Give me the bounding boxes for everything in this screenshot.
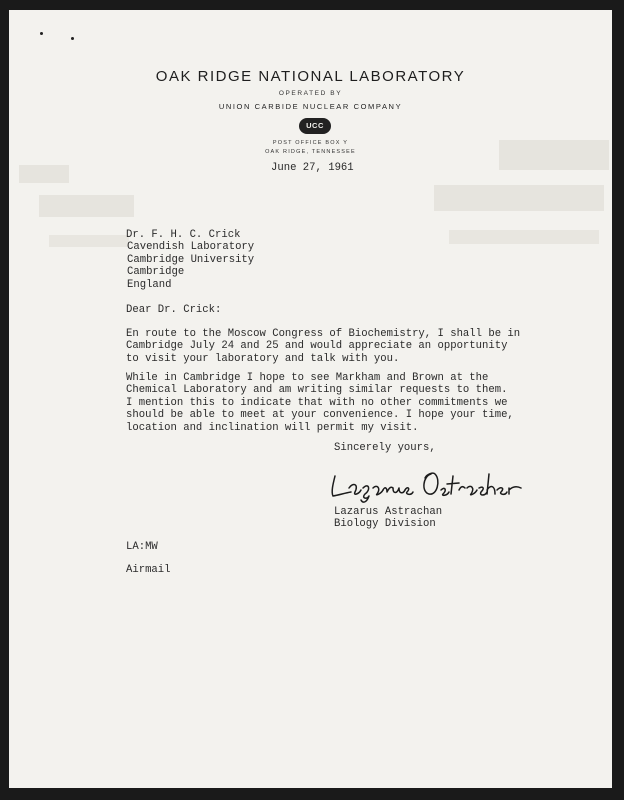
body-line: Chemical Laboratory and am writing similar requests to them. <box>126 384 508 397</box>
body-line: to visit your laboratory and talk with you. <box>126 352 400 365</box>
body-line: location and inclination will permit my visit. <box>126 421 419 434</box>
letterhead-city: OAK RIDGE, TENNESSEE <box>265 149 356 155</box>
body-paragraph-2 <box>126 372 514 434</box>
address-line: Cavendish Laboratory <box>127 241 255 254</box>
letter-date: June 27, 1961 <box>271 162 354 174</box>
address-line: Cambridge University <box>127 253 255 266</box>
handwritten-signature <box>327 466 527 506</box>
letterhead-organization: OAK RIDGE NATIONAL LABORATORY <box>155 68 466 85</box>
body-line: Cambridge July 24 and 25 and would appreciate an opportunity <box>126 340 508 353</box>
address-line: Dr. F. H. C. Crick <box>126 229 241 241</box>
closing: Sincerely yours, <box>334 442 436 454</box>
ink-mark <box>71 37 74 40</box>
ucc-logo: UCC <box>299 118 331 134</box>
address-line: England <box>127 278 172 291</box>
letterhead-company: UNION CARBIDE NUCLEAR COMPANY <box>218 102 403 111</box>
ink-mark <box>40 32 43 35</box>
reference-initials: LA:MW <box>126 541 158 553</box>
body-paragraph-1 <box>126 328 520 365</box>
letterhead-po-box: POST OFFICE BOX Y <box>272 140 349 146</box>
address-line: Cambridge <box>127 266 185 279</box>
signer-division: Biology Division <box>334 518 436 531</box>
letter-page <box>9 10 612 788</box>
delivery-method: Airmail <box>126 564 171 576</box>
signer-block <box>334 506 442 531</box>
body-line: En route to the Moscow Congress of Biochemistry, I shall be in <box>126 328 521 340</box>
signer-name: Lazarus Astrachan <box>334 506 443 518</box>
recipient-address <box>126 229 254 291</box>
body-line: I mention this to indicate that with no other commitments we <box>126 396 508 409</box>
salutation: Dear Dr. Crick: <box>126 304 222 316</box>
letterhead-operated-by: OPERATED BY <box>278 90 343 97</box>
body-line: should be able to meet at your convenience. I hope your time, <box>126 409 514 422</box>
body-line: While in Cambridge I hope to see Markham and Brown at the <box>126 372 489 384</box>
